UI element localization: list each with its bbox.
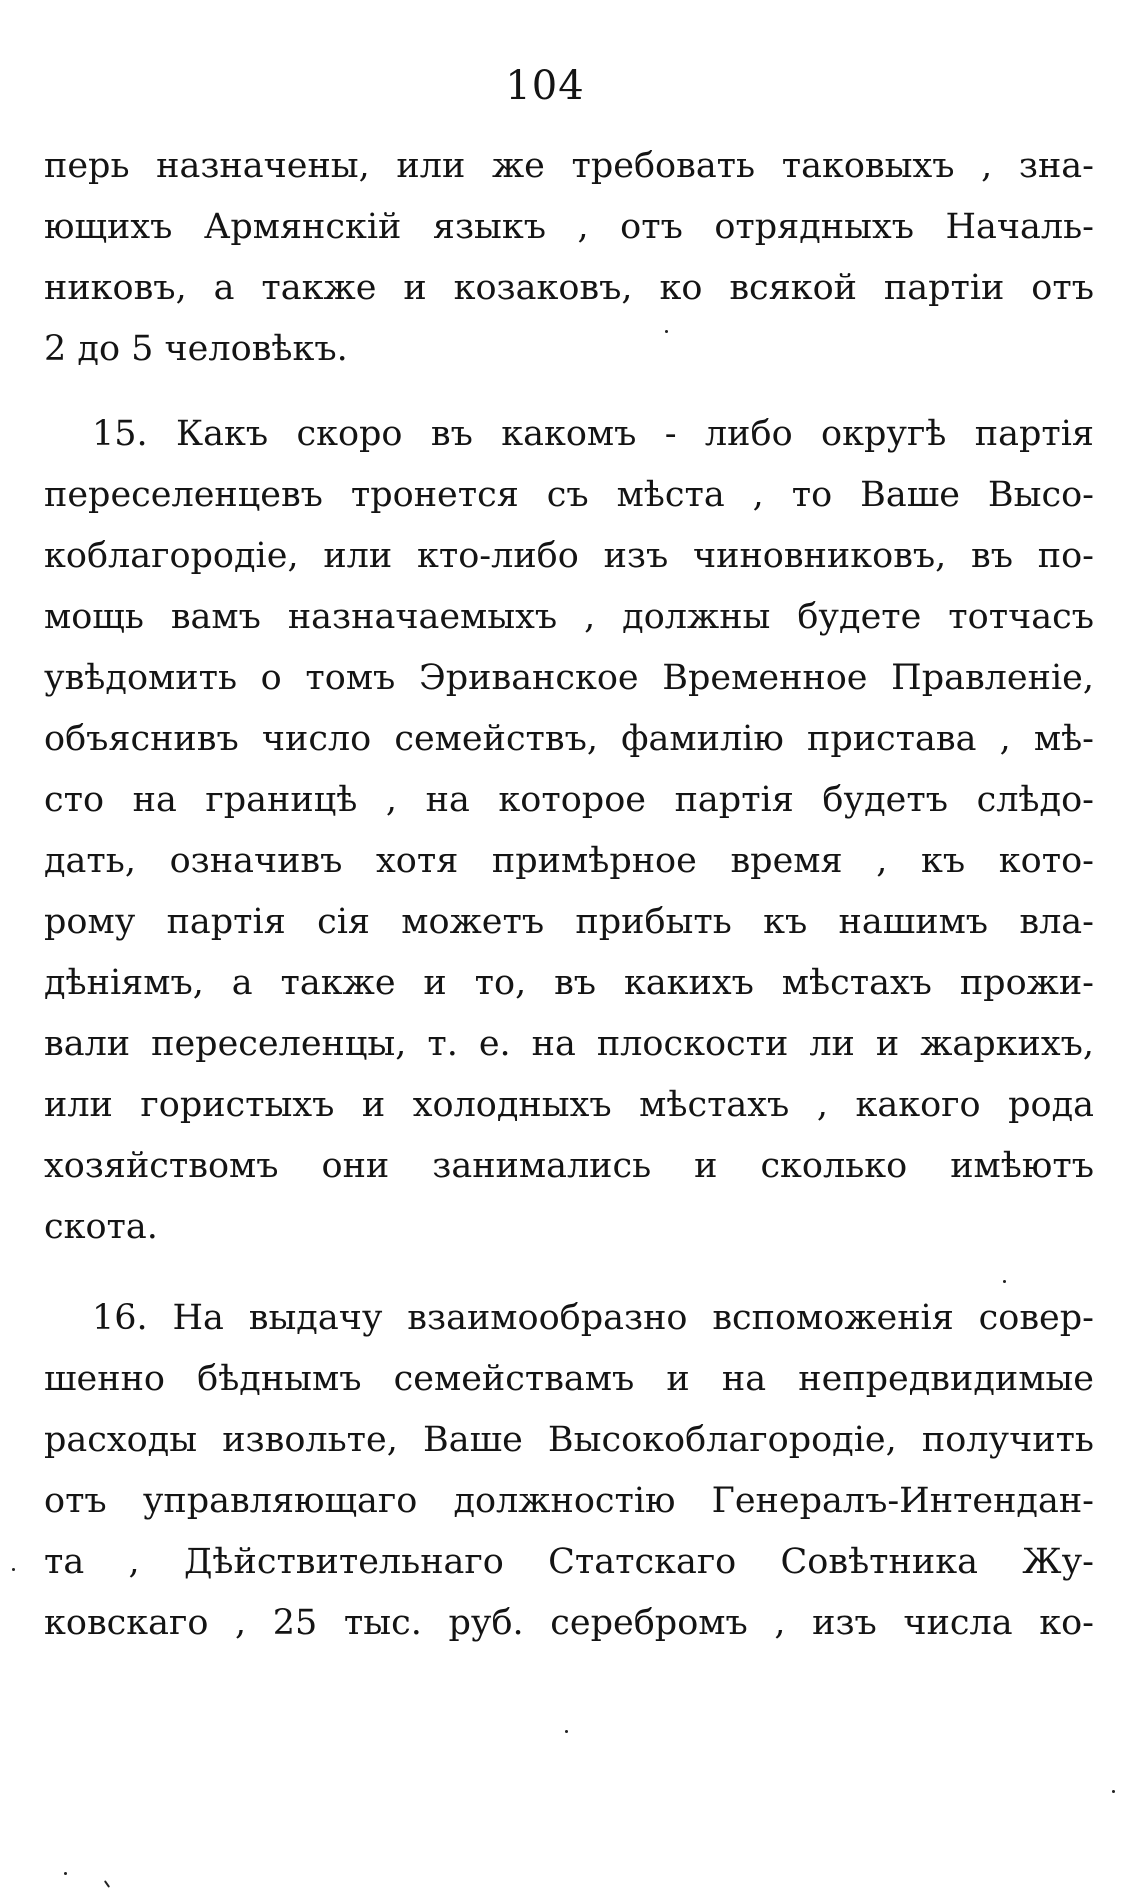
text-line: дѣніямъ, а также и то, въ какихъ мѣстахъ прожи- (44, 963, 1094, 1003)
scan-speck (565, 1730, 568, 1733)
text-line: ковскаго , 25 тыс. руб. серебромъ , изъ числа ко- (44, 1603, 1094, 1643)
text-line: дать, означивъ хотя примѣрное время , къ кото- (44, 841, 1094, 881)
text-line: ющихъ Армянскій языкъ , отъ отрядныхъ Началь- (44, 207, 1094, 247)
text-line: вали переселенцы, т. е. на плоскости ли и жаркихъ, (44, 1024, 1094, 1064)
text-line: переселенцевъ тронется съ мѣста , то Ваше Высо- (44, 475, 1094, 515)
text-line: 2 до 5 человѣкъ. (44, 329, 348, 369)
text-line: или гористыхъ и холодныхъ мѣстахъ , какого рода (44, 1085, 1094, 1125)
scan-speck (1003, 1280, 1006, 1283)
scan-speck (64, 1872, 67, 1875)
paragraph-15 (44, 404, 1094, 1258)
text-line: шенно бѣднымъ семействамъ и на непредвидимые (44, 1359, 1094, 1399)
text-line: рому партія сія можетъ прибыть къ нашимъ вла- (44, 902, 1094, 942)
text-line: расходы извольте, Ваше Высокоблагородіе, получить (44, 1420, 1094, 1460)
text-line: хозяйствомъ они занимались и сколько имѣютъ (44, 1146, 1094, 1186)
text-line: никовъ, а также и козаковъ, ко всякой партіи отъ (44, 268, 1094, 308)
text-line: та , Дѣйствительнаго Статскаго Совѣтника Жу- (44, 1542, 1094, 1582)
scan-speck (104, 1880, 110, 1888)
scan-speck (1112, 1790, 1115, 1793)
text-line: отъ управляющаго должностію Генералъ-Интендан- (44, 1481, 1094, 1521)
text-line: 15. Какъ скоро въ какомъ - либо округѣ партія (92, 414, 1094, 454)
text-line: увѣдомить о томъ Эриванское Временное Правленіе, (44, 658, 1094, 698)
text-line: 16. На выдачу взаимообразно вспоможенія совер- (92, 1298, 1094, 1338)
text-line: объяснивъ число семействъ, фамилію пристава , мѣ- (44, 719, 1094, 759)
paragraph-16 (44, 1288, 1094, 1654)
text-line: перь назначены, или же требовать таковыхъ , зна- (44, 146, 1094, 186)
text-line: сто на границѣ , на которое партія будетъ слѣдо- (44, 780, 1094, 820)
scan-speck (665, 330, 668, 333)
text-line: коблагородіе, или кто-либо изъ чиновниковъ, въ по- (44, 536, 1094, 576)
text-line: мощь вамъ назначаемыхъ , должны будете тотчасъ (44, 597, 1094, 637)
scan-speck (12, 1568, 15, 1571)
text-line: скота. (44, 1207, 158, 1247)
paragraph-continuation (44, 136, 1094, 380)
page-number: 104 (505, 63, 585, 109)
